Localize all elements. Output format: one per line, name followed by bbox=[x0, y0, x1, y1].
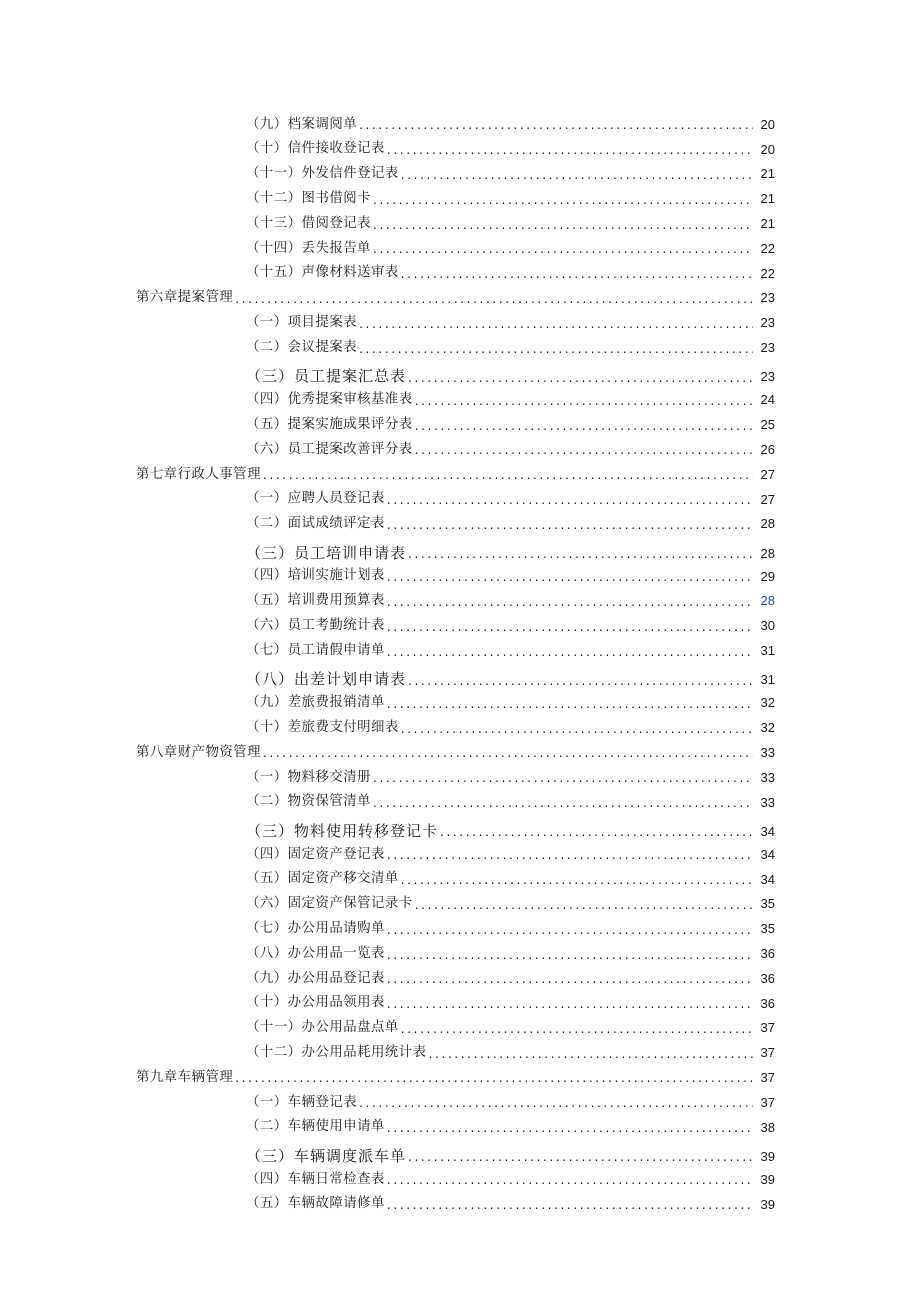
toc-dot-leader bbox=[387, 621, 753, 633]
toc-page-number: 35 bbox=[760, 896, 775, 912]
toc-entry-title: 第七章行政人事管理 bbox=[136, 466, 262, 482]
toc-dot-leader bbox=[235, 293, 753, 305]
toc-entry-title: （十五）声像材料送审表 bbox=[246, 265, 399, 281]
toc-section-entry[interactable] bbox=[0, 1139, 920, 1167]
toc-dot-leader bbox=[408, 1151, 753, 1163]
toc-page-number: 27 bbox=[760, 466, 775, 482]
toc-dot-leader bbox=[387, 494, 753, 506]
toc-entry-title: （十）信件接收登记表 bbox=[246, 141, 385, 157]
toc-section-entry[interactable] bbox=[0, 842, 920, 867]
toc-entry-title: （二）物资保管清单 bbox=[246, 794, 372, 810]
toc-page-number: 20 bbox=[760, 141, 775, 157]
toc-page-number: 22 bbox=[760, 265, 775, 281]
toc-dot-leader bbox=[373, 772, 753, 784]
toc-entry-title: （十二）办公用品耗用统计表 bbox=[246, 1044, 427, 1060]
toc-entry-title: （四）车辆日常检查表 bbox=[246, 1171, 385, 1187]
toc-section-entry[interactable] bbox=[0, 1040, 920, 1065]
toc-section-entry[interactable] bbox=[0, 360, 920, 388]
toc-section-entry[interactable] bbox=[0, 112, 920, 137]
toc-dot-leader bbox=[263, 469, 753, 481]
toc-dot-leader bbox=[401, 268, 753, 280]
toc-entry-title: （三）员工提案汇总表 bbox=[246, 367, 407, 386]
toc-entry-title: （二）车辆使用申请单 bbox=[246, 1119, 385, 1135]
toc-dot-leader bbox=[401, 1023, 753, 1035]
toc-page-number: 32 bbox=[760, 720, 775, 736]
toc-section-entry[interactable] bbox=[0, 613, 920, 638]
toc-section-entry[interactable] bbox=[0, 162, 920, 187]
toc-page-number: 36 bbox=[760, 970, 775, 986]
toc-section-entry[interactable] bbox=[0, 589, 920, 614]
toc-page-number: 39 bbox=[760, 1171, 775, 1187]
toc-chapter-entry[interactable] bbox=[0, 286, 920, 311]
toc-section-entry[interactable] bbox=[0, 1090, 920, 1115]
toc-page-number: 29 bbox=[760, 568, 775, 584]
toc-section-entry[interactable] bbox=[0, 536, 920, 564]
toc-entry-title: （九）办公用品登记表 bbox=[246, 970, 385, 986]
toc-section-entry[interactable] bbox=[0, 511, 920, 536]
table-of-contents bbox=[0, 112, 920, 1217]
toc-dot-leader bbox=[373, 194, 753, 206]
toc-entry-title: 第八章财产物资管理 bbox=[136, 744, 262, 760]
toc-section-entry[interactable] bbox=[0, 387, 920, 412]
toc-page-number: 28 bbox=[760, 593, 775, 609]
toc-entry-title: （三）员工培训申请表 bbox=[246, 543, 407, 562]
toc-dot-leader bbox=[415, 395, 753, 407]
toc-page-number: 25 bbox=[760, 417, 775, 433]
toc-section-entry[interactable] bbox=[0, 966, 920, 991]
toc-entry-title: （十）差旅费支付明细表 bbox=[246, 719, 399, 735]
toc-dot-leader bbox=[387, 519, 753, 531]
toc-dot-leader bbox=[359, 119, 753, 131]
toc-dot-leader bbox=[387, 1122, 753, 1134]
toc-page-number: 33 bbox=[760, 794, 775, 810]
toc-section-entry[interactable] bbox=[0, 991, 920, 1016]
toc-entry-title: （八）办公用品一览表 bbox=[246, 945, 385, 961]
toc-section-entry[interactable] bbox=[0, 941, 920, 966]
toc-entry-title: （九）差旅费报销清单 bbox=[246, 695, 385, 711]
toc-page-number: 23 bbox=[760, 315, 775, 331]
toc-dot-leader bbox=[387, 998, 753, 1010]
toc-section-entry[interactable] bbox=[0, 211, 920, 236]
toc-dot-leader bbox=[235, 1072, 753, 1084]
toc-entry-title: （七）办公用品请购单 bbox=[246, 921, 385, 936]
toc-dot-leader bbox=[408, 372, 753, 384]
toc-entry-title: （六）员工考勤统计表 bbox=[246, 618, 385, 634]
toc-dot-leader bbox=[373, 219, 753, 231]
toc-page-number: 35 bbox=[760, 921, 775, 937]
toc-section-entry[interactable] bbox=[0, 663, 920, 691]
toc-entry-title: （五）车辆故障请修单 bbox=[246, 1196, 385, 1212]
toc-page-number: 31 bbox=[760, 672, 775, 688]
toc-page-number: 27 bbox=[760, 491, 775, 507]
toc-entry-title: （三）物料使用转移登记卡 bbox=[246, 821, 439, 840]
toc-entry-title: （六）员工提案改善评分表 bbox=[246, 441, 413, 457]
toc-dot-leader bbox=[359, 343, 753, 355]
toc-chapter-entry[interactable] bbox=[0, 1065, 920, 1090]
toc-section-entry[interactable] bbox=[0, 236, 920, 261]
toc-section-entry[interactable] bbox=[0, 892, 920, 917]
toc-page-number: 33 bbox=[760, 769, 775, 785]
toc-page-number: 21 bbox=[760, 216, 775, 232]
toc-dot-leader bbox=[408, 548, 753, 560]
toc-page-number: 23 bbox=[760, 340, 775, 356]
toc-dot-leader bbox=[373, 243, 753, 255]
toc-entry-title: （八）出差计划申请表 bbox=[246, 670, 407, 689]
toc-dot-leader bbox=[440, 826, 753, 838]
toc-dot-leader bbox=[387, 1174, 753, 1186]
toc-dot-leader bbox=[387, 698, 753, 710]
toc-page-number: 37 bbox=[760, 1094, 775, 1110]
toc-dot-leader bbox=[263, 747, 753, 759]
toc-dot-leader bbox=[401, 169, 753, 181]
toc-dot-leader bbox=[387, 1199, 753, 1211]
toc-section-entry[interactable] bbox=[0, 814, 920, 842]
toc-entry-title: （一）车辆登记表 bbox=[246, 1094, 358, 1110]
toc-section-entry[interactable] bbox=[0, 916, 920, 941]
toc-entry-title: （七）员工请假申请单 bbox=[246, 642, 385, 658]
toc-entry-title: （一）物料移交清册 bbox=[246, 769, 372, 785]
toc-section-entry[interactable] bbox=[0, 137, 920, 162]
toc-section-entry[interactable] bbox=[0, 1016, 920, 1041]
toc-entry-title: （一）项目提案表 bbox=[246, 315, 358, 331]
toc-section-entry[interactable] bbox=[0, 638, 920, 663]
toc-section-entry[interactable] bbox=[0, 715, 920, 740]
toc-section-entry[interactable] bbox=[0, 437, 920, 462]
toc-page-number: 26 bbox=[760, 441, 775, 457]
toc-entry-title: （十）办公用品领用表 bbox=[246, 995, 385, 1011]
toc-page-number: 34 bbox=[760, 846, 775, 862]
toc-chapter-entry[interactable] bbox=[0, 740, 920, 765]
toc-entry-title: （五）固定资产移交清单 bbox=[246, 871, 399, 887]
toc-page-number: 22 bbox=[760, 240, 775, 256]
toc-section-entry[interactable] bbox=[0, 261, 920, 286]
toc-entry-title: （五）提案实施成果评分表 bbox=[246, 416, 413, 432]
toc-page-number: 37 bbox=[760, 1020, 775, 1036]
toc-page-number: 39 bbox=[760, 1148, 775, 1164]
toc-page-number: 21 bbox=[760, 166, 775, 182]
toc-section-entry[interactable] bbox=[0, 186, 920, 211]
toc-dot-leader bbox=[408, 675, 753, 687]
toc-entry-title: （五）培训费用预算表 bbox=[246, 593, 385, 609]
toc-dot-leader bbox=[387, 144, 753, 156]
toc-dot-leader bbox=[359, 318, 753, 330]
toc-section-entry[interactable] bbox=[0, 1192, 920, 1217]
toc-page-number: 32 bbox=[760, 695, 775, 711]
toc-entry-title: 第九章车辆管理 bbox=[136, 1069, 234, 1085]
toc-page-number: 37 bbox=[760, 1045, 775, 1061]
toc-section-entry[interactable] bbox=[0, 412, 920, 437]
toc-dot-leader bbox=[387, 924, 753, 936]
toc-entry-title: （一）应聘人员登记表 bbox=[246, 491, 385, 507]
toc-entry-title: （十三）借阅登记表 bbox=[246, 215, 372, 231]
toc-entry-title: （四）优秀提案审核基准表 bbox=[246, 392, 413, 408]
toc-section-entry[interactable] bbox=[0, 690, 920, 715]
toc-section-entry[interactable] bbox=[0, 867, 920, 892]
toc-page-number: 20 bbox=[760, 116, 775, 132]
toc-dot-leader bbox=[401, 874, 753, 886]
toc-page-number: 21 bbox=[760, 191, 775, 207]
toc-entry-title: （六）固定资产保管记录卡 bbox=[246, 896, 413, 912]
toc-page-number: 30 bbox=[760, 618, 775, 634]
toc-entry-title: （十一）办公用品盘点单 bbox=[246, 1020, 399, 1036]
toc-page-number: 38 bbox=[760, 1119, 775, 1135]
toc-entry-title: （九）档案调阅单 bbox=[246, 116, 358, 132]
toc-section-entry[interactable] bbox=[0, 564, 920, 589]
toc-page-number: 33 bbox=[760, 744, 775, 760]
toc-entry-title: （二）会议提案表 bbox=[246, 339, 358, 355]
toc-page-number: 36 bbox=[760, 946, 775, 961]
toc-dot-leader bbox=[429, 1048, 753, 1060]
toc-page-number: 24 bbox=[760, 392, 775, 408]
toc-dot-leader bbox=[387, 571, 753, 583]
toc-page-number: 28 bbox=[760, 516, 775, 532]
toc-entry-title: （十一）外发信件登记表 bbox=[246, 166, 399, 182]
toc-page-number: 23 bbox=[760, 369, 775, 385]
toc-page-number: 37 bbox=[760, 1069, 775, 1085]
toc-dot-leader bbox=[387, 646, 753, 658]
toc-page-number: 34 bbox=[760, 871, 775, 887]
toc-dot-leader bbox=[373, 797, 753, 809]
toc-section-entry[interactable] bbox=[0, 1167, 920, 1192]
toc-entry-title: （二）面试成绩评定表 bbox=[246, 516, 385, 532]
toc-page-number: 28 bbox=[760, 545, 775, 561]
toc-dot-leader bbox=[415, 444, 753, 456]
toc-dot-leader bbox=[387, 849, 753, 861]
toc-section-entry[interactable] bbox=[0, 765, 920, 790]
toc-dot-leader bbox=[359, 1097, 753, 1109]
toc-page-number: 36 bbox=[760, 995, 775, 1011]
toc-section-entry[interactable] bbox=[0, 335, 920, 360]
toc-section-entry[interactable] bbox=[0, 310, 920, 335]
toc-chapter-entry[interactable] bbox=[0, 462, 920, 487]
toc-section-entry[interactable] bbox=[0, 487, 920, 512]
toc-page-number: 39 bbox=[760, 1196, 775, 1212]
toc-entry-title: （四）培训实施计划表 bbox=[246, 568, 385, 584]
toc-entry-title: （三）车辆调度派车单 bbox=[246, 1146, 407, 1165]
toc-page-number: 31 bbox=[760, 643, 775, 659]
toc-dot-leader bbox=[387, 973, 753, 985]
toc-entry-title: （十四）丢失报告单 bbox=[246, 240, 372, 256]
toc-entry-title: （四）固定资产登记表 bbox=[246, 846, 385, 862]
toc-page-number: 34 bbox=[760, 823, 775, 839]
toc-dot-leader bbox=[415, 420, 753, 432]
toc-dot-leader bbox=[387, 596, 753, 608]
toc-entry-title: （十二）图书借阅卡 bbox=[246, 191, 372, 207]
toc-dot-leader bbox=[387, 949, 753, 961]
toc-section-entry[interactable] bbox=[0, 1115, 920, 1140]
toc-page-number: 23 bbox=[760, 290, 775, 306]
toc-section-entry[interactable] bbox=[0, 790, 920, 815]
toc-dot-leader bbox=[401, 723, 753, 735]
toc-dot-leader bbox=[415, 899, 753, 911]
toc-entry-title: 第六章提案管理 bbox=[136, 290, 234, 306]
